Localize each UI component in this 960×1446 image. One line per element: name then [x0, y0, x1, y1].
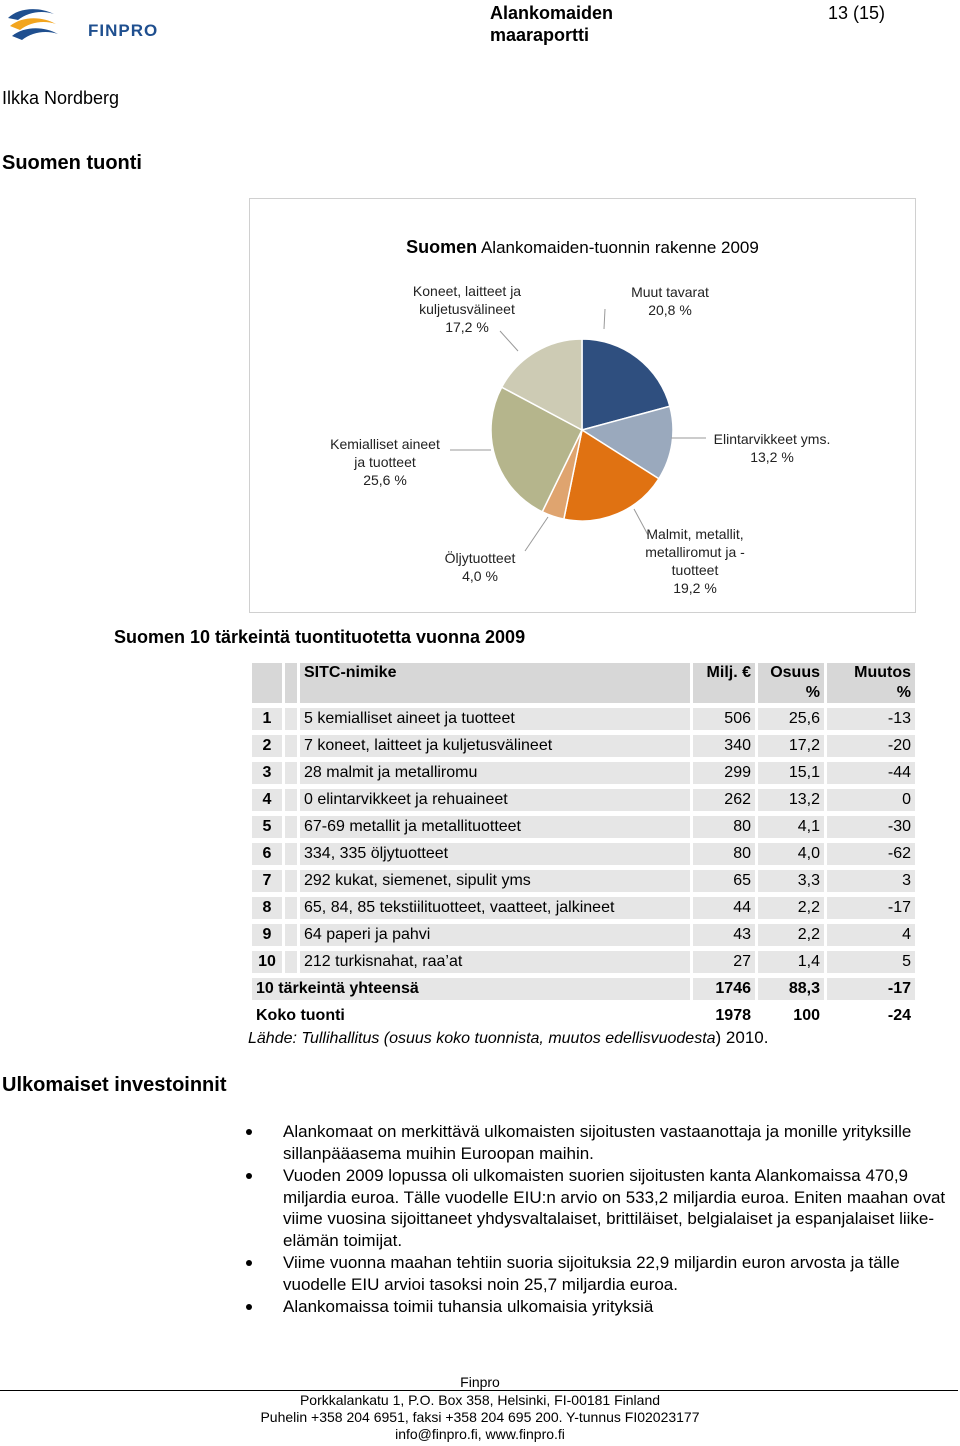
row-gap: [285, 870, 297, 892]
table-source: [248, 1028, 768, 1048]
document-title: [490, 2, 613, 46]
pie-label-koneet-line2: kuljetusvälineet: [419, 301, 515, 317]
header-name: SITC-nimike: [300, 663, 690, 703]
svg-text:FINPRO: FINPRO: [88, 21, 159, 40]
pie-label-koneet-line1: Koneet, laitteet ja: [412, 283, 522, 299]
section-heading-investments: Ulkomaiset investoinnit: [2, 1074, 227, 1096]
pie-label-elintarvikkeet: [702, 430, 842, 466]
header-change-line1: Muutos: [854, 664, 911, 681]
row-share: 17,2: [758, 735, 824, 757]
document-title-line2: maaraportti: [490, 25, 590, 45]
header-gap-cell: [285, 663, 297, 703]
footer-address: Porkkalankatu 1, P.O. Box 358, Helsinki, FI-00181 Finland: [299, 1392, 661, 1408]
sum-row-label: 10 tärkeintä yhteensä: [252, 978, 690, 1000]
pie-label-oljy-line2: 4,0 %: [462, 568, 498, 584]
row-share: 15,1: [758, 762, 824, 784]
row-gap: [285, 735, 297, 757]
bullet-text: Alankomaissa toimii tuhansia ulkomaisia yrityksiä: [283, 1297, 654, 1316]
row-change: 5: [827, 951, 915, 973]
row-share: 3,3: [758, 870, 824, 892]
row-rank: 7: [252, 870, 282, 892]
footer-contact: Puhelin +358 204 6951, faksi +358 204 695 200. Y-tunnus FI02023177: [260, 1409, 700, 1425]
bullet-item: [240, 1165, 958, 1251]
author-name: Ilkka Nordberg: [2, 88, 120, 108]
sum-row-change: -17: [827, 978, 915, 1000]
pie-label-koneet-line3: 17,2 %: [445, 319, 489, 335]
pie-label-oljy: [430, 549, 530, 585]
finpro-logo-mark: [4, 4, 174, 48]
row-rank: 6: [252, 843, 282, 865]
row-value: 262: [693, 789, 755, 811]
page-number: 13 (15): [828, 3, 886, 23]
row-value: 80: [693, 843, 755, 865]
row-share: 1,4: [758, 951, 824, 973]
row-value: 27: [693, 951, 755, 973]
header-share-line1: Osuus: [770, 664, 820, 681]
header-value: Milj. €: [693, 663, 755, 703]
row-name: 5 kemialliset aineet ja tuotteet: [300, 708, 690, 730]
row-name: 64 paperi ja pahvi: [300, 924, 690, 946]
bullet-dot-icon: [246, 1129, 252, 1135]
section-heading-import: Suomen tuonti: [2, 152, 142, 174]
row-name: 334, 335 öljytuotteet: [300, 843, 690, 865]
row-rank: 4: [252, 789, 282, 811]
pie-label-kemialliset-line2: ja tuotteet: [354, 454, 416, 470]
bullet-dot-icon: [246, 1173, 252, 1179]
row-rank: 5: [252, 816, 282, 838]
row-change: -17: [827, 897, 915, 919]
row-change: -30: [827, 816, 915, 838]
table-header-row: [252, 663, 915, 703]
row-share: 4,0: [758, 843, 824, 865]
total-row-label: Koko tuonti: [252, 1005, 690, 1027]
table-row: [252, 816, 915, 838]
finpro-logo: [4, 4, 174, 48]
pie-label-kemialliset-line1: Kemialliset aineet: [330, 436, 440, 452]
sum-row-value: 1746: [693, 978, 755, 1000]
pie-label-muut: [605, 283, 735, 319]
row-name: 292 kukat, siemenet, sipulit yms: [300, 870, 690, 892]
footer-divider: [0, 1390, 958, 1391]
row-value: 80: [693, 816, 755, 838]
table-row: [252, 789, 915, 811]
bullet-dot-icon: [246, 1304, 252, 1310]
pie-label-kemialliset-line3: 25,6 %: [363, 472, 407, 488]
document-title-line1: Alankomaiden: [490, 3, 614, 23]
row-rank: 1: [252, 708, 282, 730]
total-row-change: -24: [827, 1005, 915, 1027]
header-share-line2: %: [805, 684, 820, 701]
row-gap: [285, 789, 297, 811]
row-gap: [285, 816, 297, 838]
bullet-text: Alankomaat on merkittävä ulkomaisten sijoitusten vastaanottaja ja monille yrityksille sillanpääasema muihin Euroopan maihin.: [283, 1122, 912, 1163]
bullet-text: Viime vuonna maahan tehtiin suoria sijoituksia 22,9 miljardin euron arvosta ja tälle vuodelle EIU arvioi tasoksi noin 25,7 miljardia euroa.: [283, 1253, 900, 1294]
header-change: [827, 663, 915, 703]
chart-title-bold: Suomen: [406, 237, 478, 257]
pie-label-oljy-line1: Öljytuotteet: [444, 550, 516, 566]
table-row: [252, 897, 915, 919]
bullet-item: [240, 1252, 958, 1295]
row-name: 0 elintarvikkeet ja rehuaineet: [300, 789, 690, 811]
pie-label-malmit-line1: Malmit, metallit,: [646, 526, 744, 542]
row-change: -13: [827, 708, 915, 730]
row-name: 65, 84, 85 tekstiilituotteet, vaatteet, jalkineet: [300, 897, 690, 919]
row-gap: [285, 708, 297, 730]
pie-leader-line-oljy: [525, 517, 548, 551]
header-share: [758, 663, 824, 703]
row-gap: [285, 843, 297, 865]
row-rank: 3: [252, 762, 282, 784]
row-change: -62: [827, 843, 915, 865]
bullet-dot-icon: [246, 1260, 252, 1266]
table-row: [252, 735, 915, 757]
row-share: 25,6: [758, 708, 824, 730]
pie-chart: [249, 198, 916, 613]
header-change-line2: %: [896, 684, 911, 701]
pie-label-malmit-line2: metalliromut ja -: [645, 544, 745, 560]
table-row: [252, 843, 915, 865]
pie-label-malmit: [630, 525, 760, 597]
row-change: -44: [827, 762, 915, 784]
investment-bullets: [240, 1121, 958, 1319]
row-name: 28 malmit ja metalliromu: [300, 762, 690, 784]
row-rank: 8: [252, 897, 282, 919]
table-source-text: Lähde: Tullihallitus (osuus koko tuonnista, muutos edellisvuodesta: [248, 1030, 716, 1047]
chart-title-rest: Alankomaiden-tuonnin rakenne 2009: [480, 238, 759, 257]
table-row: [252, 924, 915, 946]
row-value: 506: [693, 708, 755, 730]
table-row: [252, 708, 915, 730]
total-row-value: 1978: [693, 1005, 755, 1027]
table-row: [252, 870, 915, 892]
pie-label-malmit-line4: 19,2 %: [673, 580, 717, 596]
row-name: 7 koneet, laitteet ja kuljetusvälineet: [300, 735, 690, 757]
pie-label-elintarvikkeet-line1: Elintarvikkeet yms.: [713, 431, 831, 447]
header-rank-cell: [252, 663, 282, 703]
row-value: 340: [693, 735, 755, 757]
pie-label-elintarvikkeet-line2: 13,2 %: [750, 449, 794, 465]
row-gap: [285, 924, 297, 946]
pie-label-muut-line2: 20,8 %: [648, 302, 692, 318]
pie-label-kemialliset: [320, 435, 450, 489]
row-gap: [285, 951, 297, 973]
bullet-item: [240, 1296, 958, 1318]
row-rank: 2: [252, 735, 282, 757]
bullet-item: [240, 1121, 958, 1164]
total-row: [252, 1005, 915, 1027]
row-change: 4: [827, 924, 915, 946]
table-row: [252, 762, 915, 784]
pie-label-muut-line1: Muut tavarat: [631, 284, 709, 300]
row-change: 0: [827, 789, 915, 811]
row-share: 2,2: [758, 924, 824, 946]
row-rank: 9: [252, 924, 282, 946]
row-gap: [285, 762, 297, 784]
row-share: 2,2: [758, 897, 824, 919]
row-name: 67-69 metallit ja metallituotteet: [300, 816, 690, 838]
row-value: 65: [693, 870, 755, 892]
footer-web[interactable]: [0, 1426, 960, 1443]
row-change: -20: [827, 735, 915, 757]
table-source-year: ) 2010.: [715, 1028, 769, 1047]
pie-label-koneet: [400, 282, 534, 336]
sum-row: [252, 978, 915, 1000]
table-row: [252, 951, 915, 973]
row-value: 43: [693, 924, 755, 946]
bullet-text: Vuoden 2009 lopussa oli ulkomaisten suorien sijoitusten kanta Alankomaissa 470,9 miljardia euroa. Tälle vuodelle EIU:n arvio on 533,2 miljardia euroa. Eniten maahan ovat viime vuosina sijoittaneet yhdysvaltalaiset, brittiläiset, belgialaiset ja espanjalaiset liike-elämän toimijat.: [283, 1166, 946, 1250]
row-value: 44: [693, 897, 755, 919]
sum-row-share: 88,3: [758, 978, 824, 1000]
row-name: 212 turkisnahat, raa’at: [300, 951, 690, 973]
table-caption: Suomen 10 tärkeintä tuontituotetta vuonna 2009: [114, 627, 526, 647]
top10-table: [249, 658, 918, 1032]
total-row-share: 100: [758, 1005, 824, 1027]
pie-label-malmit-line3: tuotteet: [671, 562, 719, 578]
row-change: 3: [827, 870, 915, 892]
row-value: 299: [693, 762, 755, 784]
footer-web-text[interactable]: info@finpro.fi, www.finpro.fi: [395, 1426, 565, 1442]
row-share: 4,1: [758, 816, 824, 838]
row-share: 13,2: [758, 789, 824, 811]
pie-svg: [250, 199, 915, 612]
footer-company: Finpro: [460, 1374, 500, 1390]
row-gap: [285, 897, 297, 919]
row-rank: 10: [252, 951, 282, 973]
